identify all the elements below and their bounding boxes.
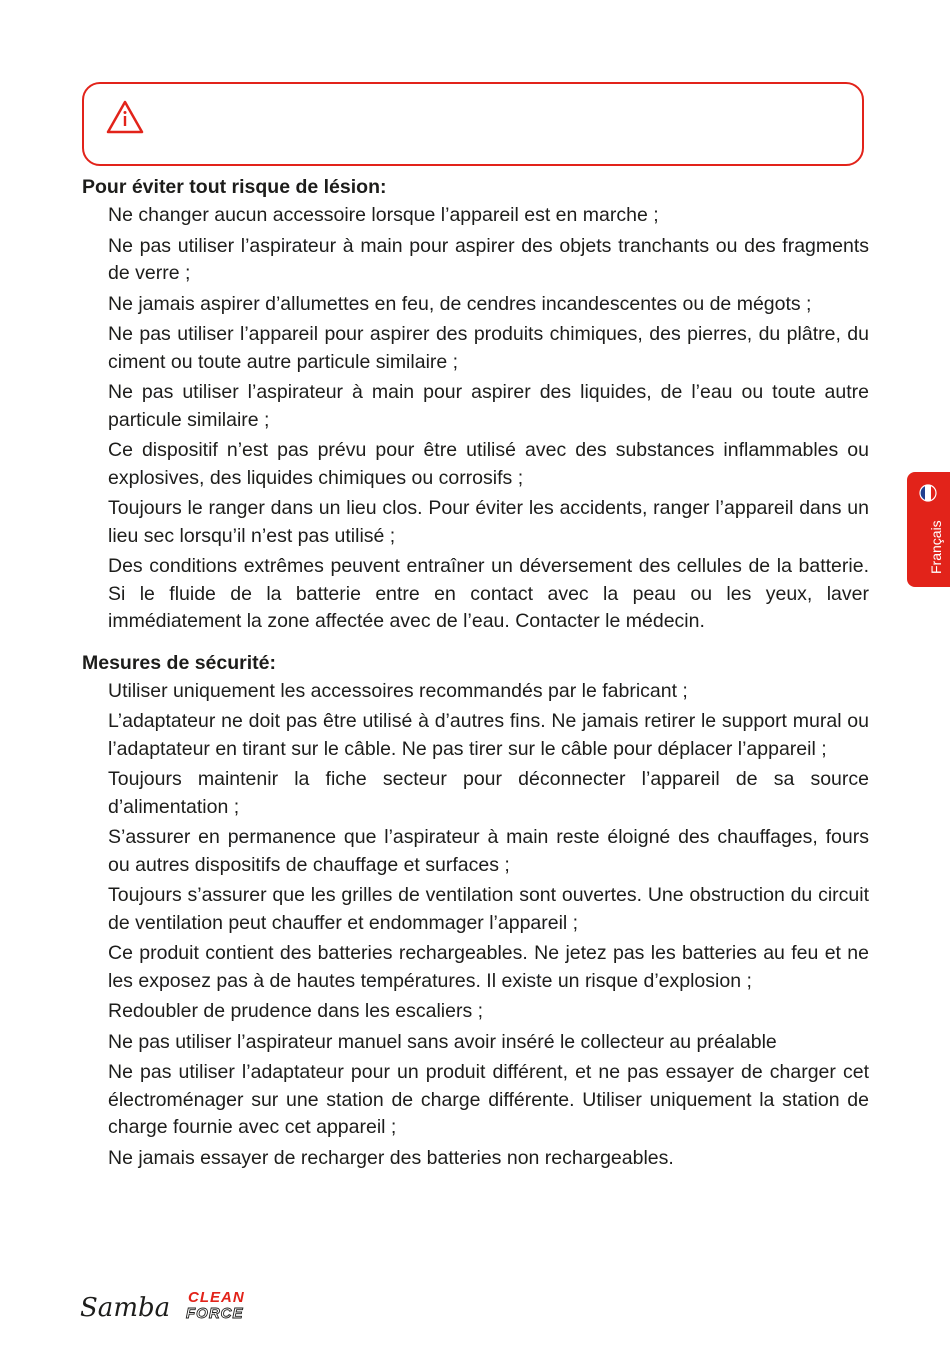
language-label: Français [928,520,944,574]
list-item: Ne jamais essayer de recharger des batteries non rechargeables. [108,1146,674,1169]
list-item: L’adaptateur ne doit pas être utilisé à d’autres fins. Ne jamais retirer le support mural ou l’adaptateur en tirant sur le câble. Ne pas tirer sur le câble pour déplacer l’appareil ; [108,710,869,760]
list-item: Ce produit contient des batteries rechargeables. Ne jetez pas les batteries au feu et ne les exposez pas à de hautes températures. Il existe un risque d’explosion ; [108,942,869,992]
list-item: S’assurer en permanence que l’aspirateur à main reste éloigné des chauffages, fours ou autres dispositifs de chauffage et surfaces ; [108,826,869,876]
svg-text:FORCE: FORCE [186,1305,244,1322]
warning-triangle-icon [106,100,144,134]
list-item: Des conditions extrêmes peuvent entraîner un déversement des cellules de la batterie. Si le fluide de la batterie entre en contact avec la peau ou les yeux, laver immédiatement la zone affectée avec de l’eau. Contacter le médecin. [108,555,869,632]
section-heading-injury: Pour éviter tout risque de lésion: [82,176,387,198]
section-heading-safety: Mesures de sécurité: [82,651,277,674]
language-tab [907,472,950,587]
list-item: Ne pas utiliser l’aspirateur à main pour aspirer des liquides, de l’eau ou toute autre particule similaire ; [108,381,869,431]
samba-clean-force-logo [80,1286,280,1326]
svg-text:CLEAN: CLEAN [188,1289,245,1306]
list-item: Ne pas utiliser l’aspirateur manuel sans avoir inséré le collecteur au préalable [108,1030,777,1053]
safety-list [82,678,869,1173]
list-item: Ne pas utiliser l’aspirateur à main pour aspirer des objets tranchants ou des fragments de verre ; [108,234,869,284]
list-item: Ne pas utiliser l’adaptateur pour un produit différent, et ne pas essayer de charger cet électroménager sur une station de charge différente. Utiliser uniquement la station de charge fournie avec cet appareil ; [108,1061,869,1138]
french-flag-icon [919,484,937,502]
list-item: Toujours le ranger dans un lieu clos. Pour éviter les accidents, ranger l’appareil dans un lieu sec lorsqu’il n’est pas utilisé ; [108,497,869,547]
list-item: Redoubler de prudence dans les escaliers ; [108,1000,484,1022]
warning-box [82,82,864,166]
list-item: Toujours s’assurer que les grilles de ventilation sont ouvertes. Une obstruction du circuit de ventilation peut chauffer et endommager l’appareil ; [108,884,869,934]
list-item: Utiliser uniquement les accessoires recommandés par le fabricant ; [108,679,688,702]
list-item: Ne pas utiliser l’appareil pour aspirer des produits chimiques, des pierres, du plâtre, du ciment ou toute autre particule similaire ; [108,323,869,373]
injury-list [82,202,869,636]
list-item: Ne changer aucun accessoire lorsque l’appareil est en marche ; [108,204,659,226]
svg-text:Samba: Samba [80,1293,171,1323]
list-item: Toujours maintenir la fiche secteur pour déconnecter l’appareil de sa source d’alimentation ; [108,768,869,818]
list-item: Ne jamais aspirer d’allumettes en feu, de cendres incandescentes ou de mégots ; [108,292,812,315]
list-item: Ce dispositif n’est pas prévu pour être utilisé avec des substances inflammables ou explosives, des liquides chimiques ou corrosifs ; [108,439,869,489]
page-content [82,172,869,1175]
